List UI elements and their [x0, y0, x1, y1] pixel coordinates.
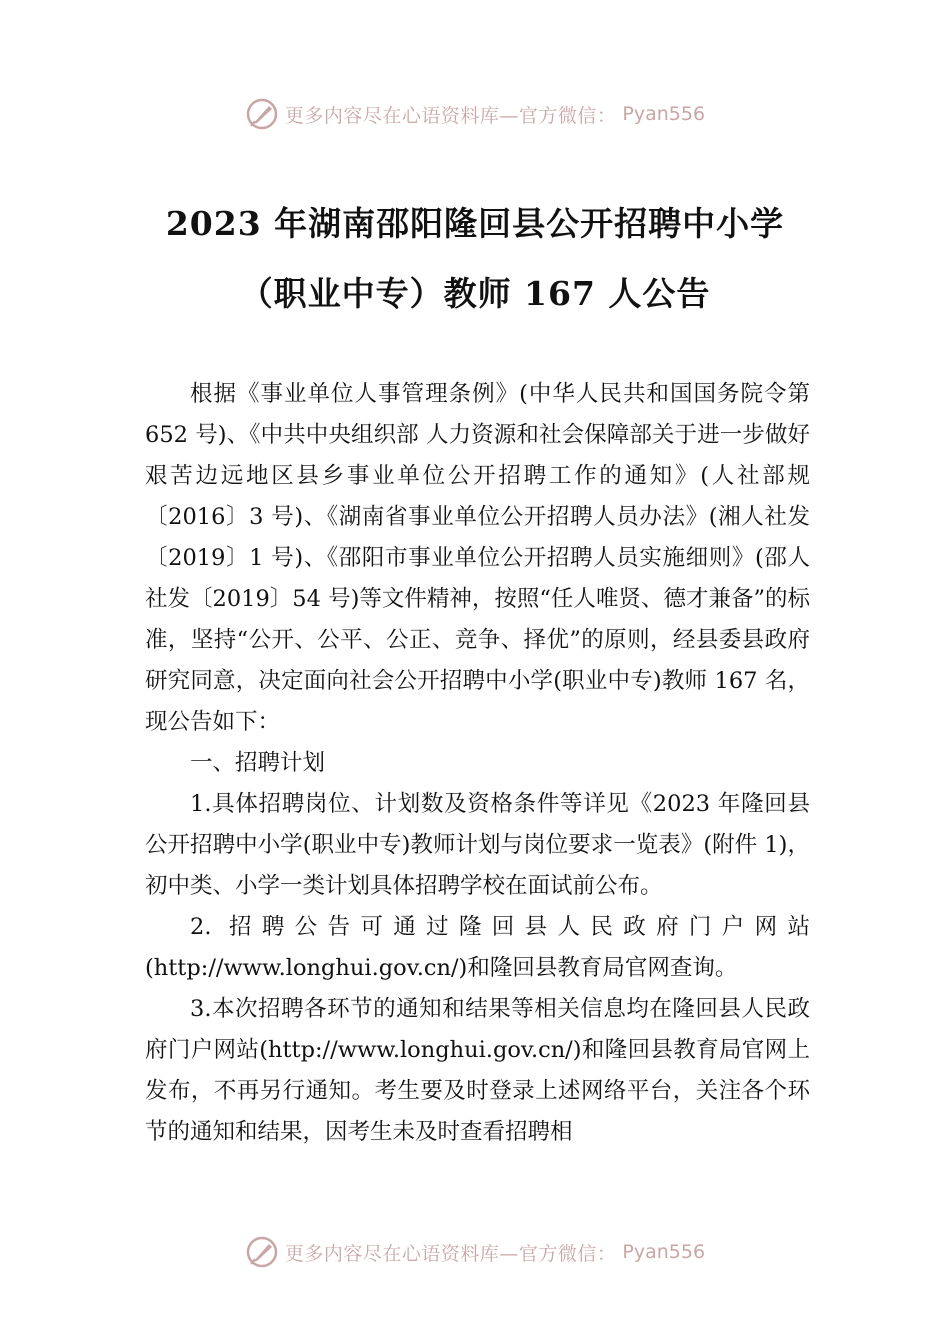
plan-item-1: 1.具体招聘岗位、计划数及资格条件等详见《2023 年隆回县公开招聘中小学(职业中专)教师计划与岗位要求一览表》(附件 1)，初中类、小学一类计划具体招聘学校在面试前公布。	[145, 791, 810, 899]
intro-paragraph: 根据《事业单位人事管理条例》(中华人民共和国国务院令第 652 号)、《中共中央组织部 人力资源和社会保障部关于进一步做好艰苦边远地区县乡事业单位公开招聘工作的通知》(人社部规〔2016〕3 号)、《湖南省事业单位公开招聘人员办法》(湘人社发〔2019〕1 号)、《邵阳市事业单位公开招聘人员实施细则》(邵人社发〔2019〕54 号)等文件精神，按照“任人唯贤、德才兼备”的标准，坚持“公开、公平、公正、竞争、择优”的原则，经县委县政府研究同意，决定面向社会公开招聘中小学(职业中专)教师 167 名，现公告如下：	[145, 381, 810, 735]
document-body	[145, 374, 810, 1153]
watermark-text: 更多内容尽在心语资料库—官方微信：	[284, 104, 617, 127]
quill-pen-logo-icon	[245, 97, 279, 131]
plan-item-3: 3.本次招聘各环节的通知和结果等相关信息均在隆回县人民政府门户网站(http://www.longhui.gov.cn/)和隆回县教育局官网上发布，不再另行通知。考生要及时登录上述网络平台，关注各个环节的通知和结果，因考生未及时查看招聘相	[145, 996, 810, 1145]
watermark-wechat-id: Pyan556	[622, 103, 706, 125]
quill-pen-logo-icon	[245, 1235, 279, 1269]
section-heading-recruitment-plan: 一、招聘计划	[190, 750, 326, 776]
document-title-line-2: （职业中专）教师 167 人公告	[239, 274, 711, 313]
plan-item-2: 2. 招聘公告可通过隆回县人民政府门户网站(http://www.longhui.gov.cn/)和隆回县教育局官网查询。	[145, 914, 810, 981]
footer-watermark	[0, 1234, 950, 1270]
watermark-text: 更多内容尽在心语资料库—官方微信：	[284, 1242, 617, 1265]
header-watermark	[0, 96, 950, 132]
watermark-wechat-id: Pyan556	[622, 1241, 706, 1263]
document-title-line-1: 2023 年湖南邵阳隆回县公开招聘中小学	[165, 204, 785, 243]
